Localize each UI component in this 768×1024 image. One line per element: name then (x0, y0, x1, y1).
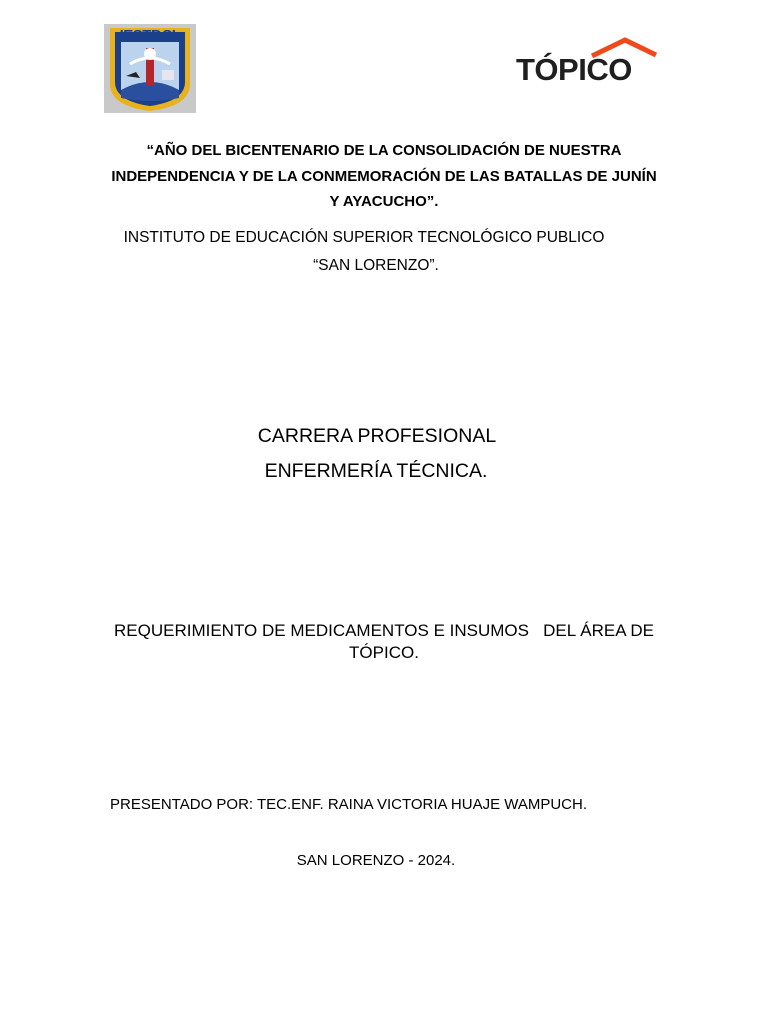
institute-name-line2: “SAN LORENZO”. (313, 256, 439, 274)
document-title: REQUERIMIENTO DE MEDICAMENTOS E INSUMOS DEL ÁREA DE TÓPICO. (114, 621, 659, 662)
institute-name (100, 224, 652, 279)
institute-logo (104, 24, 196, 113)
presented-by: PRESENTADO POR: TEC.ENF. RAINA VICTORIA HUAJE WAMPUCH. (110, 796, 588, 813)
career-line1: CARRERA PROFESIONAL (257, 425, 497, 447)
institute-logo-text: IESTP.SL (119, 27, 181, 44)
topico-logo-text: TÓPICO (516, 52, 632, 87)
place-date: SAN LORENZO - 2024. (296, 852, 456, 869)
institute-name-line1: INSTITUTO DE EDUCACIÓN SUPERIOR TECNOLÓGICO PUBLICO (123, 229, 605, 246)
career-line2: ENFERMERÍA TÉCNICA. (264, 460, 488, 482)
year-motto: “AÑO DEL BICENTENARIO DE LA CONSOLIDACIÓN DE NUESTRA INDEPENDENCIA Y DE LA CONMEMORACIÓN DE LAS BATALLAS DE JUNÍN Y AYACUCHO”. (111, 142, 657, 210)
topico-logo (510, 36, 662, 92)
career-block (176, 419, 578, 489)
